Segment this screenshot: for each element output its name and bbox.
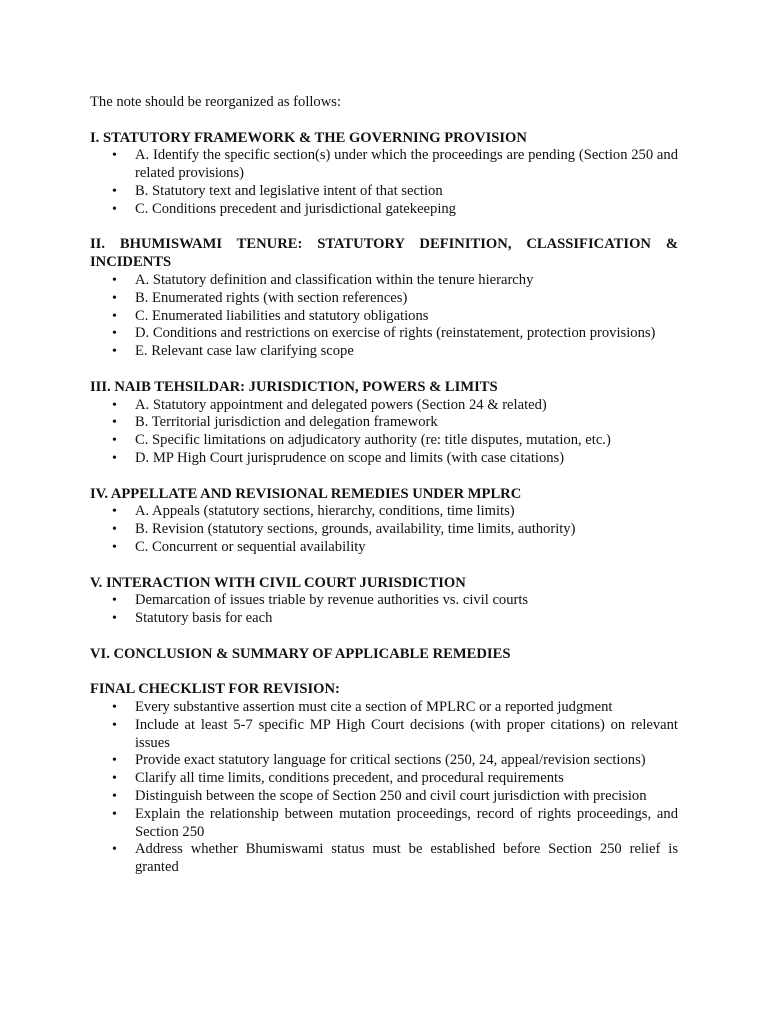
list-item-text: C. Specific limitations on adjudicatory authority (re: title disputes, mutation, etc.)	[135, 432, 611, 449]
bullet-icon: •	[112, 504, 117, 520]
section-1	[90, 130, 678, 219]
list-item-text: C. Enumerated liabilities and statutory obligations	[135, 307, 429, 324]
bullet-icon: •	[112, 771, 117, 787]
list-item	[90, 521, 678, 539]
list-item-text: Clarify all time limits, conditions precedent, and procedural requirements	[135, 770, 564, 787]
list-item-text: A. Statutory definition and classification within the tenure hierarchy	[135, 271, 534, 288]
section-heading: III. NAIB TEHSILDAR: JURISDICTION, POWERS & LIMITS	[90, 378, 498, 395]
list-item-text: D. MP High Court jurisprudence on scope and limits (with case citations)	[135, 449, 565, 466]
list-item	[90, 610, 678, 628]
list-item-text: A. Identify the specific section(s) under which the proceedings are pending (Section 250 and related provisions)	[135, 147, 678, 182]
list-item-text: Distinguish between the scope of Section 250 and civil court jurisdiction with precision	[135, 788, 647, 805]
section-heading: IV. APPELLATE AND REVISIONAL REMEDIES UNDER MPLRC	[90, 485, 522, 502]
sections-container	[90, 130, 678, 877]
section-heading: FINAL CHECKLIST FOR REVISION:	[90, 681, 340, 698]
bullet-list	[90, 503, 678, 556]
bullet-list	[90, 699, 678, 877]
list-item-text: E. Relevant case law clarifying scope	[135, 343, 354, 360]
bullet-icon: •	[112, 450, 117, 466]
bullet-icon: •	[112, 290, 117, 306]
bullet-icon: •	[112, 753, 117, 769]
list-item	[90, 308, 678, 326]
list-item-text: B. Enumerated rights (with section references)	[135, 289, 408, 306]
list-item	[90, 450, 678, 468]
bullet-list	[90, 397, 678, 468]
list-item	[90, 841, 678, 877]
list-item	[90, 503, 678, 521]
bullet-icon: •	[112, 272, 117, 288]
section-heading: V. INTERACTION WITH CIVIL COURT JURISDICTION	[90, 574, 466, 591]
list-item	[90, 699, 678, 717]
section-heading: II. BHUMISWAMI TENURE: STATUTORY DEFINITION, CLASSIFICATION & INCIDENTS	[90, 236, 678, 271]
bullet-icon: •	[112, 842, 117, 858]
list-item-text: Demarcation of issues triable by revenue authorities vs. civil courts	[135, 592, 529, 609]
list-item	[90, 183, 678, 201]
bullet-icon: •	[112, 308, 117, 324]
bullet-icon: •	[112, 326, 117, 342]
bullet-icon: •	[112, 593, 117, 609]
section-heading: VI. CONCLUSION & SUMMARY OF APPLICABLE REMEDIES	[90, 645, 511, 662]
list-item-text: B. Statutory text and legislative intent of that section	[135, 182, 443, 199]
list-item	[90, 752, 678, 770]
list-item	[90, 788, 678, 806]
bullet-icon: •	[112, 397, 117, 413]
list-item-text: Provide exact statutory language for critical sections (250, 24, appeal/revision sections)	[135, 752, 646, 769]
list-item	[90, 201, 678, 219]
bullet-icon: •	[112, 717, 117, 733]
bullet-icon: •	[112, 344, 117, 360]
list-item-text: Every substantive assertion must cite a section of MPLRC or a reported judgment	[135, 699, 613, 716]
section-7	[90, 681, 678, 877]
list-item-text: Include at least 5-7 specific MP High Court decisions (with proper citations) on relevant issues	[135, 716, 678, 751]
bullet-icon: •	[112, 415, 117, 431]
list-item	[90, 414, 678, 432]
bullet-icon: •	[112, 789, 117, 805]
bullet-list	[90, 272, 678, 361]
list-item	[90, 592, 678, 610]
list-item	[90, 717, 678, 753]
bullet-list	[90, 592, 678, 628]
section-heading: I. STATUTORY FRAMEWORK & THE GOVERNING PROVISION	[90, 129, 527, 146]
list-item-text: Address whether Bhumiswami status must be established before Section 250 relief is granted	[135, 841, 678, 876]
bullet-list	[90, 147, 678, 218]
bullet-icon: •	[112, 201, 117, 217]
list-item-text: A. Statutory appointment and delegated powers (Section 24 & related)	[135, 396, 547, 413]
list-item-text: Statutory basis for each	[135, 610, 273, 627]
list-item-text: C. Conditions precedent and jurisdictional gatekeeping	[135, 200, 456, 217]
bullet-icon: •	[112, 522, 117, 538]
bullet-icon: •	[112, 700, 117, 716]
list-item	[90, 272, 678, 290]
list-item	[90, 325, 678, 343]
section-5	[90, 575, 678, 628]
bullet-icon: •	[112, 183, 117, 199]
bullet-icon: •	[112, 611, 117, 627]
section-4	[90, 486, 678, 557]
list-item-text: D. Conditions and restrictions on exercise of rights (reinstatement, protection provisions)	[135, 325, 656, 342]
section-6	[90, 646, 678, 664]
bullet-icon: •	[112, 806, 117, 822]
list-item	[90, 343, 678, 361]
list-item-text: B. Revision (statutory sections, grounds, availability, time limits, authority)	[135, 521, 576, 538]
section-2	[90, 236, 678, 361]
list-item	[90, 539, 678, 557]
list-item-text: C. Concurrent or sequential availability	[135, 538, 366, 555]
bullet-icon: •	[112, 433, 117, 449]
list-item	[90, 290, 678, 308]
list-item	[90, 432, 678, 450]
list-item-text: Explain the relationship between mutation proceedings, record of rights proceedings, and Section 250	[135, 805, 678, 840]
document-page	[90, 94, 678, 895]
bullet-icon: •	[112, 539, 117, 555]
list-item-text: A. Appeals (statutory sections, hierarchy, conditions, time limits)	[135, 503, 515, 520]
list-item	[90, 770, 678, 788]
intro-text: The note should be reorganized as follows:	[90, 94, 342, 110]
list-item	[90, 397, 678, 415]
list-item	[90, 147, 678, 183]
list-item	[90, 806, 678, 842]
list-item-text: B. Territorial jurisdiction and delegation framework	[135, 414, 438, 431]
bullet-icon: •	[112, 148, 117, 164]
section-3	[90, 379, 678, 468]
